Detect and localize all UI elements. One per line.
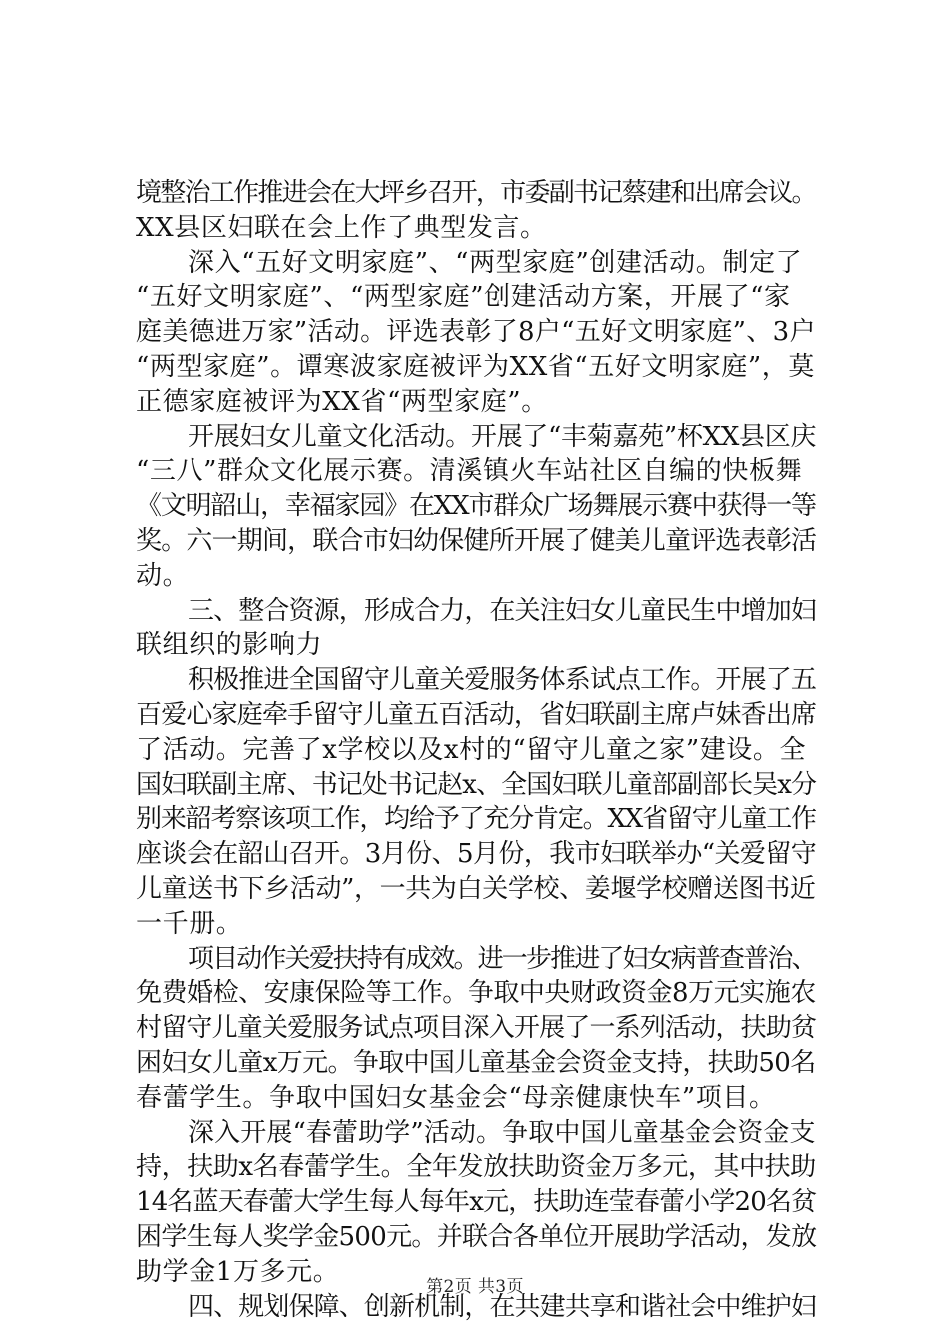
text-line: 正德家庭被评为XX省“两型家庭”。 xyxy=(136,386,548,417)
text-line: 奖。六一期间，联合市妇幼保健所开展了健美儿童评选表彰活 xyxy=(136,525,817,556)
text-line: 困学生每人奖学金500元。并联合各单位开展助学活动，发放 xyxy=(136,1221,817,1252)
text-line: 《文明韶山，幸福家园》在XX市群众广场舞展示赛中获得一等 xyxy=(136,491,816,522)
text-line: 座谈会在韶山召开。3月份、5月份，我市妇联举办“关爱留守 xyxy=(136,839,817,870)
text-line: 三、整合资源，形成合力，在关注妇女儿童民生中增加妇 xyxy=(188,595,817,626)
text-line: 助学金1万多元。 xyxy=(136,1256,340,1287)
text-line: 联组织的影响力 xyxy=(136,630,323,661)
text-line: 持，扶助x名春蕾学生。全年发放扶助资金万多元，其中扶助 xyxy=(136,1152,816,1183)
text-line: 14名蓝天春蕾大学生每人每年x元，扶助连莹春蕾小学20名贫 xyxy=(136,1187,817,1218)
text-line: 困妇女儿童x万元。争取中国儿童基金会资金支持，扶助50名 xyxy=(136,1047,816,1078)
text-line: 开展妇女儿童文化活动。开展了“丰菊嘉苑”杯XX县区庆 xyxy=(188,421,817,452)
text-line: 了活动。完善了x学校以及x村的“留守儿童之家”建设。全 xyxy=(136,734,807,765)
text-line: 项目动作关爱扶持有成效。进一步推进了妇女病普查普治、 xyxy=(188,943,816,974)
text-line: 庭美德进万家”活动。评选表彰了8户“五好文明家庭”、3户 xyxy=(136,317,816,348)
text-line: 深入“五好文明家庭”、“两型家庭”创建活动。制定了 xyxy=(188,247,803,278)
text-line: 四、规划保障、创新机制，在共建共享和谐社会中维护妇 xyxy=(188,1291,817,1322)
page-footer: 第2页 共3页 xyxy=(426,1277,524,1297)
text-line: “三八”群众文化展示赛。清溪镇火车站社区自编的快板舞 xyxy=(136,456,803,487)
document-body xyxy=(136,176,816,1324)
text-line: 免费婚检、安康保险等工作。争取中央财政资金8万元实施农 xyxy=(136,978,816,1009)
text-line: 积极推进全国留守儿童关爱服务体系试点工作。开展了五 xyxy=(188,665,817,696)
text-line: 动。 xyxy=(136,560,190,591)
text-line: 境整治工作推进会在大坪乡召开，市委副书记蔡建和出席会议。 xyxy=(136,178,816,208)
text-line: “五好文明家庭”、“两型家庭”创建活动方案，开展了“家 xyxy=(136,282,791,313)
text-line: 别来韶考察该项工作，均给予了充分肯定。XX省留守儿童工作 xyxy=(136,804,816,835)
text-line: 儿童送书下乡活动”，一共为白关学校、姜堰学校赠送图书近 xyxy=(136,873,816,904)
text-line: XX县区妇联在会上作了典型发言。 xyxy=(136,212,547,243)
text-line: 春蕾学生。争取中国妇女基金会“母亲健康快车”项目。 xyxy=(136,1082,776,1113)
text-line: 一千册。 xyxy=(136,908,243,939)
text-line: “两型家庭”。谭寒波家庭被评为XX省“五好文明家庭”，莫 xyxy=(136,351,815,382)
text-line: 百爱心家庭牵手留守儿童五百活动，省妇联副主席卢妹香出席 xyxy=(136,699,817,730)
text-line: 深入开展“春蕾助学”活动。争取中国儿童基金会资金支 xyxy=(188,1117,816,1148)
text-line: 国妇联副主席、书记处书记赵x、全国妇联儿童部副部长吴x分 xyxy=(136,769,817,800)
text-line: 村留守儿童关爱服务试点项目深入开展了一系列活动，扶助贫 xyxy=(136,1013,817,1044)
